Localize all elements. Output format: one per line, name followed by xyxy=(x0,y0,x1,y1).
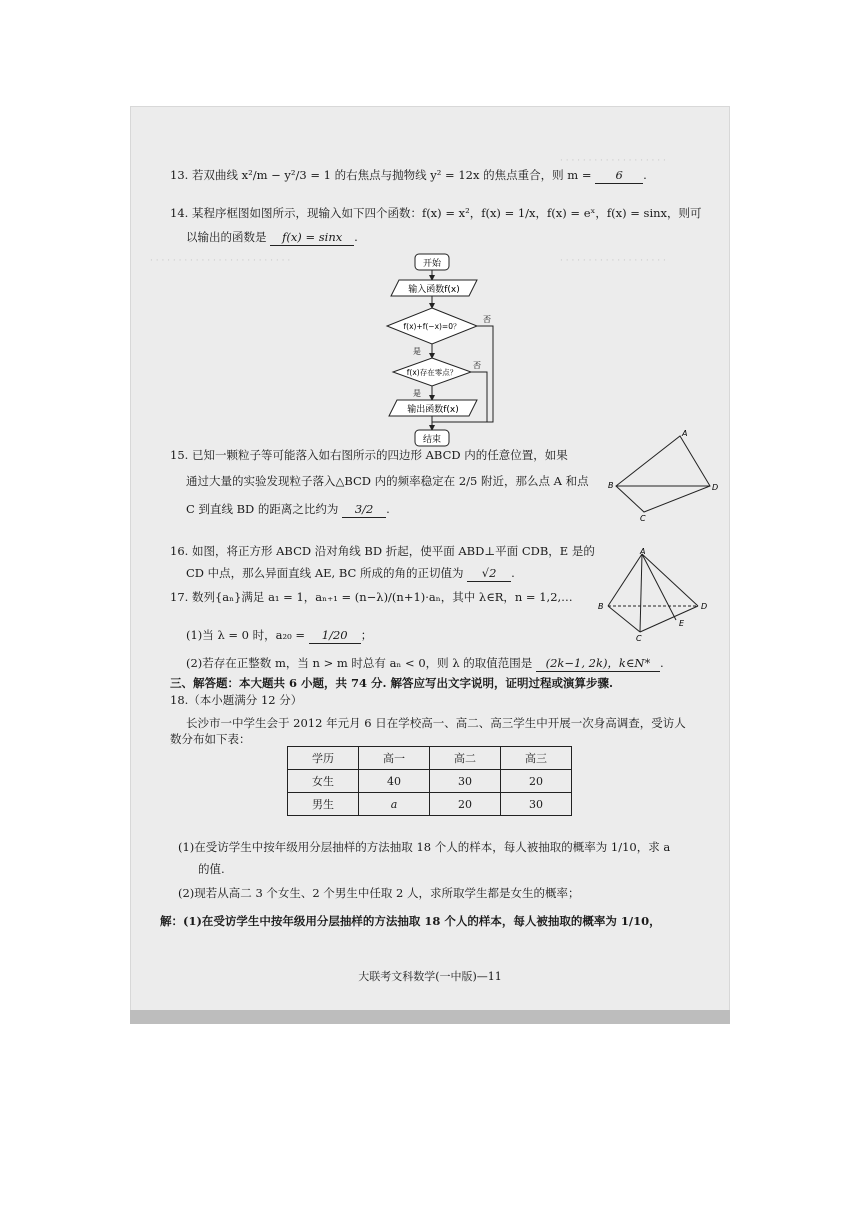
table-cell: 20 xyxy=(430,793,501,816)
end-label: 结束 xyxy=(422,435,442,445)
question-17-line1: 17. 数列{aₙ}满足 a₁ = 1，aₙ₊₁ = (n−λ)/(n+1)·aₙ，其中 λ∈R，n = 1,2,… xyxy=(170,590,573,604)
bleed-through: · · · · · · · · · · · · · · · · · · · xyxy=(560,156,666,166)
table-row xyxy=(288,770,572,793)
table-cell: 20 xyxy=(501,770,572,793)
bleed-through: · · · · · · · · · · · · · · · · · · · xyxy=(560,256,666,266)
fig16-label-a: A xyxy=(640,547,646,556)
table-cell: a xyxy=(359,793,430,816)
question-18-intro1: 长沙市一中学生会于 2012 年元月 6 日在学校高一、高二、高三学生中开展一次身高调查，受访人 xyxy=(186,716,686,730)
fig16-label-e: E xyxy=(679,619,685,628)
no-label-1: 否 xyxy=(483,315,491,324)
question-18-intro2: 数分布如下表： xyxy=(170,732,251,746)
question-14-line2: 以输出的函数是 f(x) = sinx . xyxy=(186,230,358,244)
yes-label-1: 是 xyxy=(413,347,421,356)
fig15-label-c: C xyxy=(640,514,646,522)
scan-edge xyxy=(130,1010,730,1024)
fig15-label-a: A xyxy=(682,429,688,438)
table-header: 高三 xyxy=(501,747,572,770)
question-15-line3: C 到直线 BD 的距离之比约为 3/2 . xyxy=(186,502,390,516)
start-label: 开始 xyxy=(422,259,442,269)
table-cell: 30 xyxy=(501,793,572,816)
figure-16-tetrahedron xyxy=(596,546,714,642)
no-label-2: 否 xyxy=(473,361,481,370)
q17-answer2: (2k−1, 2k)，k∈N* xyxy=(536,656,660,672)
question-18-header: 18.（本小题满分 12 分） xyxy=(170,693,303,707)
survey-table xyxy=(287,746,572,816)
flowchart xyxy=(365,246,525,451)
condition-2-label: f(x)存在零点？ xyxy=(406,368,458,377)
table-header-row xyxy=(288,747,572,770)
q16-answer: √2 xyxy=(467,566,511,582)
table-cell: 男生 xyxy=(288,793,359,816)
q17-answer1: 1/20 xyxy=(309,628,361,644)
fig16-label-c: C xyxy=(636,634,642,642)
q13-text: 13. 若双曲线 x²/m − y²/3 = 1 的右焦点与抛物线 y² = 12x 的焦点重合，则 m = xyxy=(170,168,592,182)
q14-answer: f(x) = sinx xyxy=(270,230,354,246)
table-header: 高一 xyxy=(359,747,430,770)
bleed-through: · · · · · · · · · · · · · · · · · · · · · · · · · xyxy=(150,256,291,266)
output-label: 输出函数f(x) xyxy=(407,405,459,415)
input-label: 输入函数f(x) xyxy=(408,285,460,295)
question-18-part2: (2)现若从高二 3 个女生、2 个男生中任取 2 人，求所取学生都是女生的概率； xyxy=(178,886,580,900)
question-16-line1: 16. 如图，将正方形 ABCD 沿对角线 BD 折起，使平面 ABD⊥平面 CDB，E 是的 xyxy=(170,544,595,558)
yes-label-2: 是 xyxy=(413,389,421,398)
scanned-page xyxy=(130,106,730,1024)
question-13: 13. 若双曲线 x²/m − y²/3 = 1 的右焦点与抛物线 y² = 12x 的焦点重合，则 m = 6 . xyxy=(170,168,647,182)
table-cell: 女生 xyxy=(288,770,359,793)
fig15-label-d: D xyxy=(712,483,719,492)
table-header: 高二 xyxy=(430,747,501,770)
q15-answer: 3/2 xyxy=(342,502,386,518)
table-row xyxy=(288,793,572,816)
q13-answer: 6 xyxy=(595,168,643,184)
question-18-part1a: (1)在受访学生中按年级用分层抽样的方法抽取 18 个人的样本，每人被抽取的概率为 1/10，求 a xyxy=(178,840,671,854)
table-header: 学历 xyxy=(288,747,359,770)
question-17-part2: (2)若存在正整数 m，当 n > m 时总有 aₙ < 0，则 λ 的取值范围是 (2k−1, 2k)，k∈N* . xyxy=(186,656,664,670)
table-cell: 30 xyxy=(430,770,501,793)
figure-15-quadrilateral xyxy=(608,428,720,522)
question-17-part1: (1)当 λ = 0 时，a₂₀ = 1/20 ； xyxy=(186,628,373,642)
table-cell: 40 xyxy=(359,770,430,793)
question-18-solution: 解：(1)在受访学生中按年级用分层抽样的方法抽取 18 个人的样本，每人被抽取的概率为 1/10， xyxy=(160,914,661,928)
condition-1-label: f(x)+f(−x)=0？ xyxy=(403,322,461,331)
page-footer: 大联考文科数学(一中版)—11 xyxy=(358,970,502,983)
section-3-heading: 三、解答题：本大题共 6 小题，共 74 分. 解答应写出文字说明，证明过程或演算步骤. xyxy=(170,676,614,690)
question-14-line1: 14. 某程序框图如图所示，现输入如下四个函数：f(x) = x²，f(x) = 1/x，f(x) = eˣ，f(x) = sinx，则可 xyxy=(170,206,702,220)
question-16-line2: CD 中点，那么异面直线 AE, BC 所成的角的正切值为 √2 . xyxy=(186,566,515,580)
question-15-line2: 通过大量的实验发现粒子落入△BCD 内的频率稳定在 2/5 附近，那么点 A 和点 xyxy=(186,474,589,488)
fig16-label-d: D xyxy=(701,602,708,611)
question-15-line1: 15. 已知一颗粒子等可能落入如右图所示的四边形 ABCD 内的任意位置，如果 xyxy=(170,448,568,462)
fig16-label-b: B xyxy=(598,602,604,611)
fig15-label-b: B xyxy=(608,481,614,490)
question-18-part1b: 的值. xyxy=(198,862,225,876)
